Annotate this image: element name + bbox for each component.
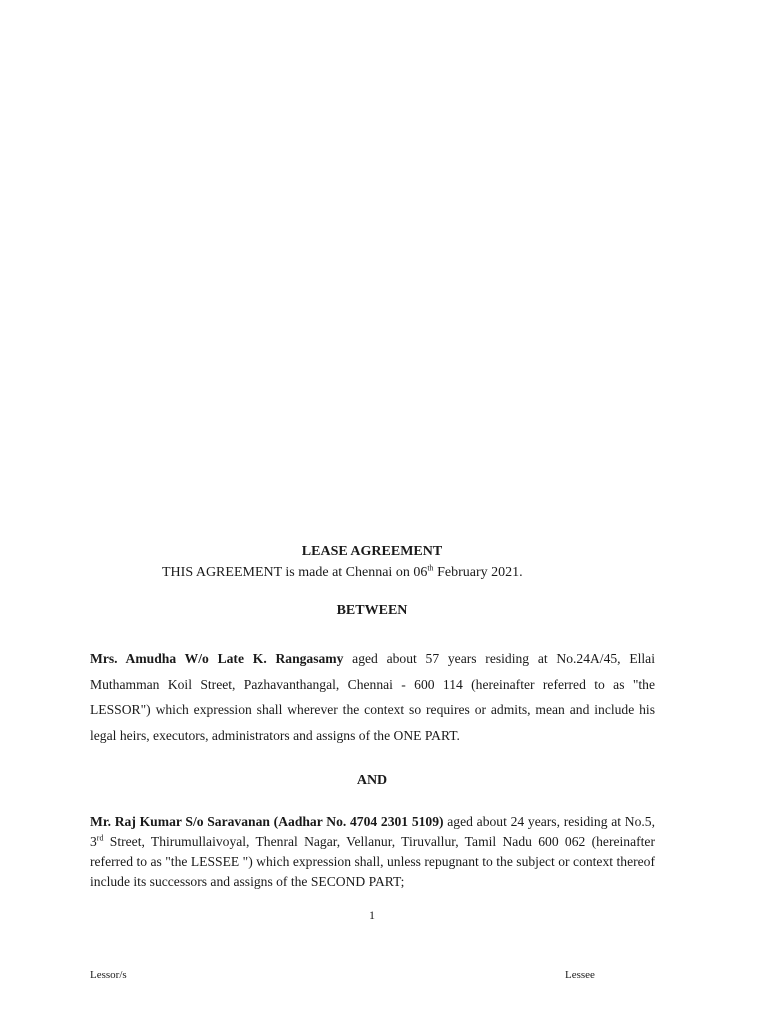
street-ordinal-suffix: rd: [96, 833, 104, 843]
lessee-name: Mr. Raj Kumar S/o Saravanan (Aadhar No. 4704 2301 5109): [90, 814, 444, 829]
intro-date-suffix: th: [427, 563, 434, 573]
lessee-details: aged about 24 years, residing at No.5, 3: [90, 814, 655, 849]
page-number: 1: [369, 908, 375, 922]
and-heading: AND: [356, 773, 388, 788]
footer-lessor-label: Lessor/s: [90, 969, 127, 981]
lessor-name: Mrs. Amudha W/o Late K. Rangasamy: [90, 651, 344, 666]
agreement-intro: [162, 565, 523, 581]
intro-text: THIS AGREEMENT is made at Chennai on 06: [162, 565, 428, 580]
between-heading: BETWEEN: [336, 603, 408, 618]
intro-text-end: February 2021.: [433, 565, 523, 580]
lessor-details: aged about 57 years residing at No.24A/45, Ellai Muthamman Koil Street, Pazhavanthangal, Chennai - 600 114 (hereinafter referred to as "the LESSOR") which expression shall wherever the context so requires or admits, mean and include his legal heirs, executors, administrators and assigns of the ONE PART.: [90, 651, 655, 743]
document-title: LEASE AGREEMENT: [301, 544, 443, 559]
footer-lessee-label: Lessee: [565, 969, 595, 981]
lessee-details-end: Street, Thirumullaivoyal, Thenral Nagar, Vellanur, Tiruvallur, Tamil Nadu 600 062 (hereinafter referred to as "the LESSEE ") which expression shall, unless repugnant to the subject or context thereof include its successors and assigns of the SECOND PART;: [90, 834, 655, 889]
lessor-paragraph: [90, 646, 655, 748]
lessee-paragraph: [90, 812, 655, 892]
